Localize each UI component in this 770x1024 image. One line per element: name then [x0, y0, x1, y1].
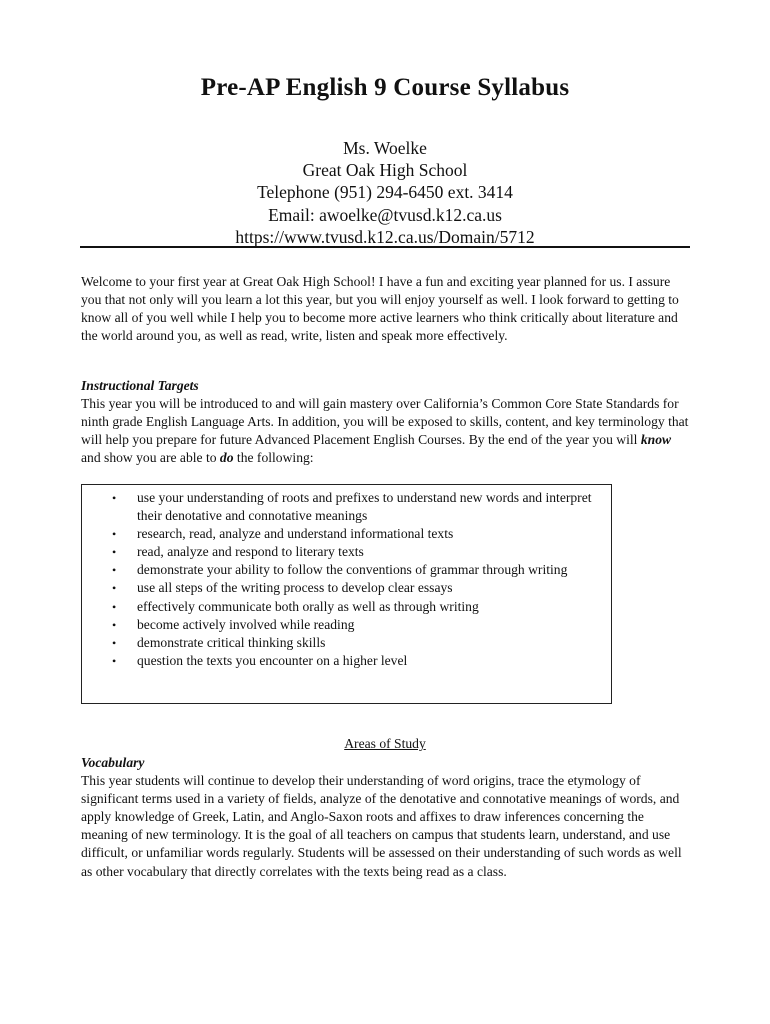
- goal-text: question the texts you encounter on a higher level: [137, 652, 408, 668]
- goal-text: research, read, analyze and understand informational texts: [137, 526, 454, 542]
- bullet-icon: •: [112, 635, 117, 650]
- targets-text-middle: and show you are able to: [81, 450, 220, 466]
- vocabulary-section: [81, 754, 693, 881]
- bullet-icon: •: [112, 491, 117, 505]
- vocabulary-heading: Vocabulary: [81, 755, 145, 770]
- teacher-name: Ms. Woelke: [343, 138, 427, 158]
- goal-text: demonstrate critical thinking skills: [137, 634, 326, 650]
- goal-text: become actively involved while reading: [137, 616, 355, 632]
- targets-text-before: This year you will be introduced to and will gain mastery over California’s Common Core State Standards for ninth grade English Language Arts. In addition, you will be exposed to skills, content, and key terminology that will help you prepare for future Advanced Placement English Courses. By the end of the year you will: [81, 396, 689, 448]
- bullet-icon: •: [112, 617, 117, 632]
- header-divider: [80, 246, 690, 248]
- goal-item: [112, 616, 602, 634]
- bullet-icon: •: [112, 581, 117, 596]
- instructional-targets-section: [81, 377, 693, 467]
- goal-text: use all steps of the writing process to develop clear essays: [137, 580, 453, 596]
- goal-item: [112, 598, 602, 616]
- goal-item: [112, 634, 602, 652]
- bullet-icon: •: [112, 527, 117, 542]
- goal-text: read, analyze and respond to literary texts: [137, 544, 364, 560]
- welcome-paragraph: Welcome to your first year at Great Oak High School! I have a fun and exciting year planned for us. I assure you that not only will you learn a lot this year, but you will enjoy yourself as well. I look forward to getting to know all of you well while I help you to become more active learners who think critically about literature and the world around you, as well as read, write, listen and speak more effectively.: [81, 274, 679, 344]
- goal-item: [112, 489, 602, 525]
- areas-of-study-heading: Areas of Study: [344, 736, 426, 751]
- bullet-icon: •: [112, 599, 117, 614]
- school-name: Great Oak High School: [302, 160, 468, 181]
- telephone: Telephone (951) 294-6450 ext. 3414: [257, 182, 513, 203]
- contact-block: [0, 137, 770, 248]
- website-link[interactable]: https://www.tvusd.k12.ca.us/Domain/5712: [235, 226, 535, 247]
- goal-text: use your understanding of roots and prefixes to understand new words and interpret their denotative and connotative meanings: [137, 490, 592, 524]
- goal-item: [112, 561, 602, 579]
- instructional-targets-heading: Instructional Targets: [81, 378, 199, 393]
- bullet-icon: •: [112, 653, 117, 668]
- page-title: Pre-AP English 9 Course Syllabus: [200, 74, 570, 101]
- email: Email: awoelke@tvusd.k12.ca.us: [268, 204, 502, 225]
- goal-text: demonstrate your ability to follow the conventions of grammar through writing: [137, 562, 568, 578]
- vocabulary-text: This year students will continue to develop their understanding of word origins, trace the etymology of significant terms used in a variety of fields, analyze of the denotative and connotative meanings of words, and apply knowledge of Greek, Latin, and Anglo-Saxon roots and affixes to draw inferences concerning the meaning of new terminology. It is the goal of all teachers on campus that students learn, understand, and use difficult, or unfamiliar words regularly. Students will be assessed on their understanding of such words as well as other vocabulary that directly correlates with the texts being read as a class.: [81, 773, 682, 879]
- targets-text-after: the following:: [233, 450, 314, 466]
- goal-item: [112, 525, 602, 543]
- goals-list: [112, 489, 602, 670]
- goal-text: effectively communicate both orally as well as through writing: [137, 598, 479, 614]
- bullet-icon: •: [112, 545, 117, 560]
- goal-item: [112, 652, 602, 670]
- instructional-targets-text: [81, 395, 693, 467]
- do-emphasis: do: [219, 450, 234, 466]
- goals-box: [81, 484, 612, 704]
- know-emphasis: know: [640, 432, 672, 448]
- goal-item: [112, 543, 602, 561]
- bullet-icon: •: [112, 563, 117, 578]
- goal-item: [112, 579, 602, 597]
